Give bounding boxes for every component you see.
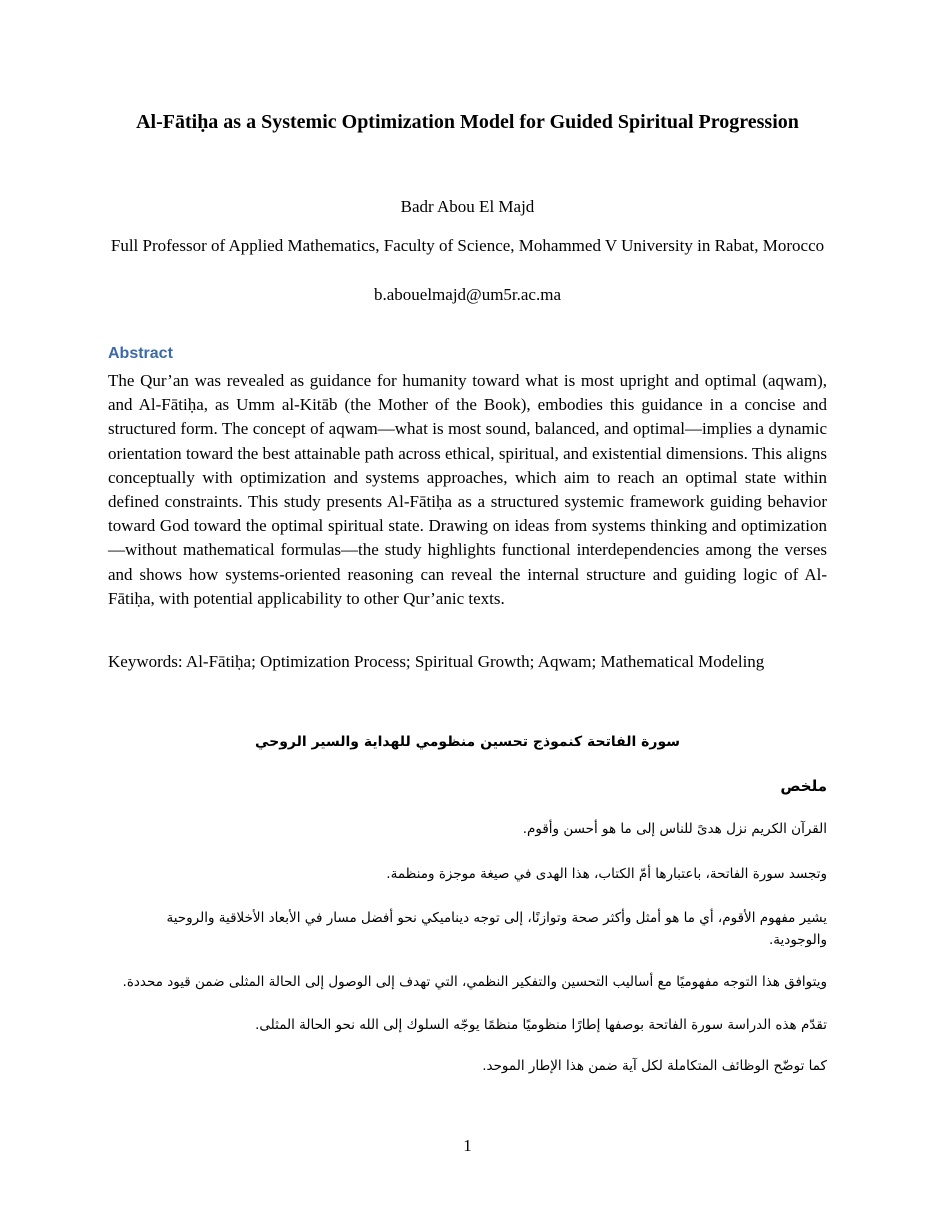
arabic-paragraph: يشير مفهوم الأقوم، أي ما هو أمثل وأكثر صحة وتوازنًا، إلى توجه ديناميكي نحو أفضل مسار في الأبعاد الأخلاقية والروحية والوجودية. <box>166 910 827 948</box>
arabic-paragraph: تقدّم هذه الدراسة سورة الفاتحة بوصفها إطارًا منظوميًا منظمًا يوجّه السلوك إلى الله نحو الحالة المثلى. <box>255 1017 827 1033</box>
author-affiliation: Full Professor of Applied Mathematics, Faculty of Science, Mohammed V University in Rabat, Morocco <box>110 236 825 255</box>
abstract-heading: Abstract <box>108 345 173 362</box>
author-email: b.abouelmajd@um5r.ac.ma <box>373 285 562 304</box>
author-name: Badr Abou El Majd <box>400 197 535 216</box>
arabic-paragraph: ويتوافق هذا التوجه مفهوميًا مع أساليب التحسين والتفكير النظمي، التي تهدف إلى الوصول إلى الحالة المثلى ضمن قيود محددة. <box>122 974 827 990</box>
paper-title: Al-Fātiḥa as a Systemic Optimization Model for Guided Spiritual Progression <box>136 111 799 133</box>
page-number: 1 <box>463 1136 472 1155</box>
arabic-paragraph: كما توضّح الوظائف المتكاملة لكل آية ضمن هذا الإطار الموحد. <box>482 1058 827 1074</box>
arabic-paragraph: وتجسد سورة الفاتحة، باعتبارها أمّ الكتاب، هذا الهدى في صيغة موجزة ومنظمة. <box>386 866 827 882</box>
arabic-abstract-heading: ملخص <box>780 777 827 795</box>
arabic-paragraph: القرآن الكريم نزل هدىً للناس إلى ما هو أحسن وأقوم. <box>522 821 827 837</box>
abstract-text: The Qur’an was revealed as guidance for humanity toward what is most upright and optimal (aqwam), and Al-Fātiḥa, as Umm al-Kitāb (the Mother of the Book), embodies this guidance in a concise and structured form. The concept of aqwam—what is most sound, balanced, and optimal—implies a dynamic orientation toward the best attainable path across ethical, spiritual, and existential dimensions. This aligns conceptually with optimization and systems approaches, which aim to reach an optimal state within defined constraints. This study presents Al-Fātiḥa as a structured systemic framework guiding behavior toward God toward the optimal spiritual state. Drawing on ideas from systems thinking and optimization—without mathematical formulas—the study highlights functional interdependencies among the verses and shows how systems-oriented reasoning can reveal the internal structure and guiding logic of Al-Fātiḥa, with potential applicability to other Qur’anic texts. <box>108 371 827 608</box>
keywords: Keywords: Al-Fātiḥa; Optimization Process; Spiritual Growth; Aqwam; Mathematical Modeling <box>108 652 765 671</box>
arabic-title: سورة الفاتحة كنموذج تحسين منظومي للهداية والسير الروحي <box>254 734 681 750</box>
